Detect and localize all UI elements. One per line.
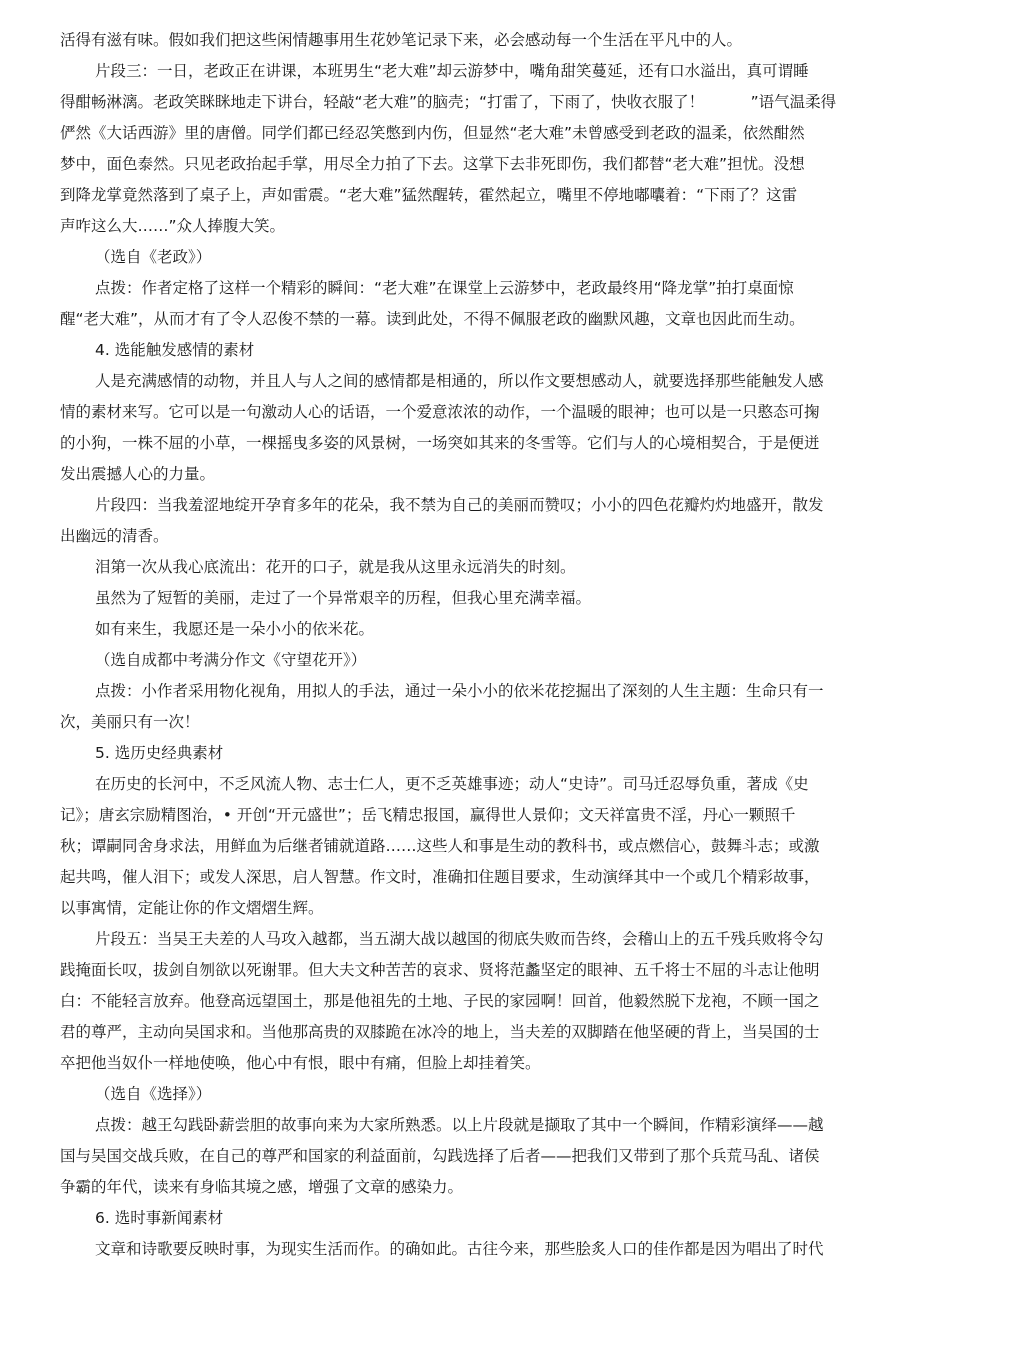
text-line: （选自《老政》） xyxy=(95,248,212,266)
text-line: 梦中，面色泰然。只见老政抬起手掌，用尽全力拍了下去。这掌下去非死即伤，我们都替“老大难”担忧。没想 xyxy=(60,155,805,173)
text-line: 到降龙掌竟然落到了桌子上，声如雷震。“老大难”猛然醒转，霍然起立，嘴里不停地嘟囔着：“下雨了？这雷 xyxy=(60,186,798,204)
section-heading: 6. 选时事新闻素材 xyxy=(95,1209,224,1227)
text-line: 虽然为了短暂的美丽，走过了一个异常艰辛的历程，但我心里充满幸福。 xyxy=(95,589,592,607)
text-line: 如有来生，我愿还是一朵小小的依米花。 xyxy=(95,620,375,638)
text-line: 记》；唐玄宗励精图治，• 开创“开元盛世”；岳飞精忠报国，赢得世人景仰；文天祥富贵不淫，丹心一颗照千 xyxy=(60,806,796,824)
text-line: （选自《选择》） xyxy=(95,1085,212,1103)
text-line: 得酣畅淋漓。老政笑眯眯地走下讲台，轻敲“老大难”的脑壳；“打雷了，下雨了，快收衣服了！ ”语气温柔得 xyxy=(60,93,837,111)
text-line: 声咋这么大……”众人捧腹大笑。 xyxy=(60,217,286,235)
text-line: 发出震撼人心的力量。 xyxy=(60,465,216,483)
text-line: 践掩面长叹，拔剑自刎欲以死谢罪。但大夫文种苦苦的哀求、贤将范蠡坚定的眼神、五千将士不屈的斗志让他明 xyxy=(60,961,820,979)
text-line: 片段五：当吴王夫差的人马攻入越都，当五湖大战以越国的彻底失败而告终，会稽山上的五千残兵败将令勾 xyxy=(95,930,824,948)
text-line: 点拨：越王勾践卧薪尝胆的故事向来为大家所熟悉。以上片段就是撷取了其中一个瞬间，作精彩演绎——越 xyxy=(95,1116,824,1134)
text-line: 活得有滋有味。假如我们把这些闲情趣事用生花妙笔记录下来，必会感动每一个生活在平凡中的人。 xyxy=(60,31,743,49)
text-line: 国与吴国交战兵败，在自己的尊严和国家的利益面前，勾践选择了后者——把我们又带到了那个兵荒马乱、诸侯 xyxy=(60,1147,820,1165)
text-line: 次，美丽只有一次！ xyxy=(60,713,200,731)
text-line: 泪第一次从我心底流出：花开的口子，就是我从这里永远消失的时刻。 xyxy=(95,558,576,576)
section-heading: 5. 选历史经典素材 xyxy=(95,744,224,762)
text-line: （选自成都中考满分作文《守望花开》） xyxy=(95,651,367,669)
text-line: 起共鸣，催人泪下；或发人深思，启人智慧。作文时，准确扣住题目要求，生动演绎其中一个或几个精彩故事， xyxy=(60,868,820,886)
text-line: 俨然《大话西游》里的唐僧。同学们都已经忍笑憋到内伤，但显然“老大难”未曾感受到老政的温柔，依然酣然 xyxy=(60,124,805,142)
text-line: 片段三：一日，老政正在讲课，本班男生“老大难”却云游梦中，嘴角甜笑蔓延，还有口水溢出，真可谓睡 xyxy=(95,62,809,80)
text-line: 出幽远的清香。 xyxy=(60,527,169,545)
text-line: 君的尊严，主动向吴国求和。当他那高贵的双膝跪在冰冷的地上，当夫差的双脚踏在他坚硬的背上，当吴国的士 xyxy=(60,1023,820,1041)
section-heading: 4. 选能触发感情的素材 xyxy=(95,341,255,359)
text-line: 醒“老大难”，从而才有了令人忍俊不禁的一幕。读到此处，不得不佩服老政的幽默风趣，文章也因此而生动。 xyxy=(60,310,805,328)
text-line: 卒把他当奴仆一样地使唤，他心中有恨，眼中有痛，但脸上却挂着笑。 xyxy=(60,1054,541,1072)
text-line: 白：不能轻言放弃。他登高远望国土，那是他祖先的土地、子民的家园啊！回首，他毅然脱下龙袍，不顾一国之 xyxy=(60,992,820,1010)
text-line: 以事寓情，定能让你的作文熠熠生辉。 xyxy=(60,899,324,917)
text-line: 片段四：当我羞涩地绽开孕育多年的花朵，我不禁为自己的美丽而赞叹；小小的四色花瓣灼灼地盛开，散发 xyxy=(95,496,824,514)
text-line: 文章和诗歌要反映时事，为现实生活而作。的确如此。古往今来，那些脍炙人口的佳作都是因为唱出了时代 xyxy=(95,1240,824,1258)
text-line: 点拨：作者定格了这样一个精彩的瞬间：“老大难”在课堂上云游梦中，老政最终用“降龙掌”拍打桌面惊 xyxy=(95,279,794,297)
text-line: 点拨：小作者采用物化视角，用拟人的手法，通过一朵小小的依米花挖掘出了深刻的人生主题：生命只有一 xyxy=(95,682,824,700)
text-line: 在历史的长河中，不乏风流人物、志士仁人，更不乏英雄事迹；动人“史诗”。司马迁忍辱负重，著成《史 xyxy=(95,775,809,793)
text-line: 争霸的年代，读来有身临其境之感，增强了文章的感染力。 xyxy=(60,1178,464,1196)
text-line: 情的素材来写。它可以是一句激动人心的话语，一个爱意浓浓的动作，一个温暖的眼神；也可以是一只憨态可掬 xyxy=(60,403,820,421)
text-line: 的小狗，一株不屈的小草，一棵摇曳多姿的风景树，一场突如其来的冬雪等。它们与人的心境相契合，于是便迸 xyxy=(60,434,820,452)
text-line: 人是充满感情的动物，并且人与人之间的感情都是相通的，所以作文要想感动人，就要选择那些能触发人感 xyxy=(95,372,824,390)
text-line: 秋；谭嗣同舍身求法，用鲜血为后继者铺就道路……这些人和事是生动的教科书，或点燃信心，鼓舞斗志；或激 xyxy=(60,837,820,855)
